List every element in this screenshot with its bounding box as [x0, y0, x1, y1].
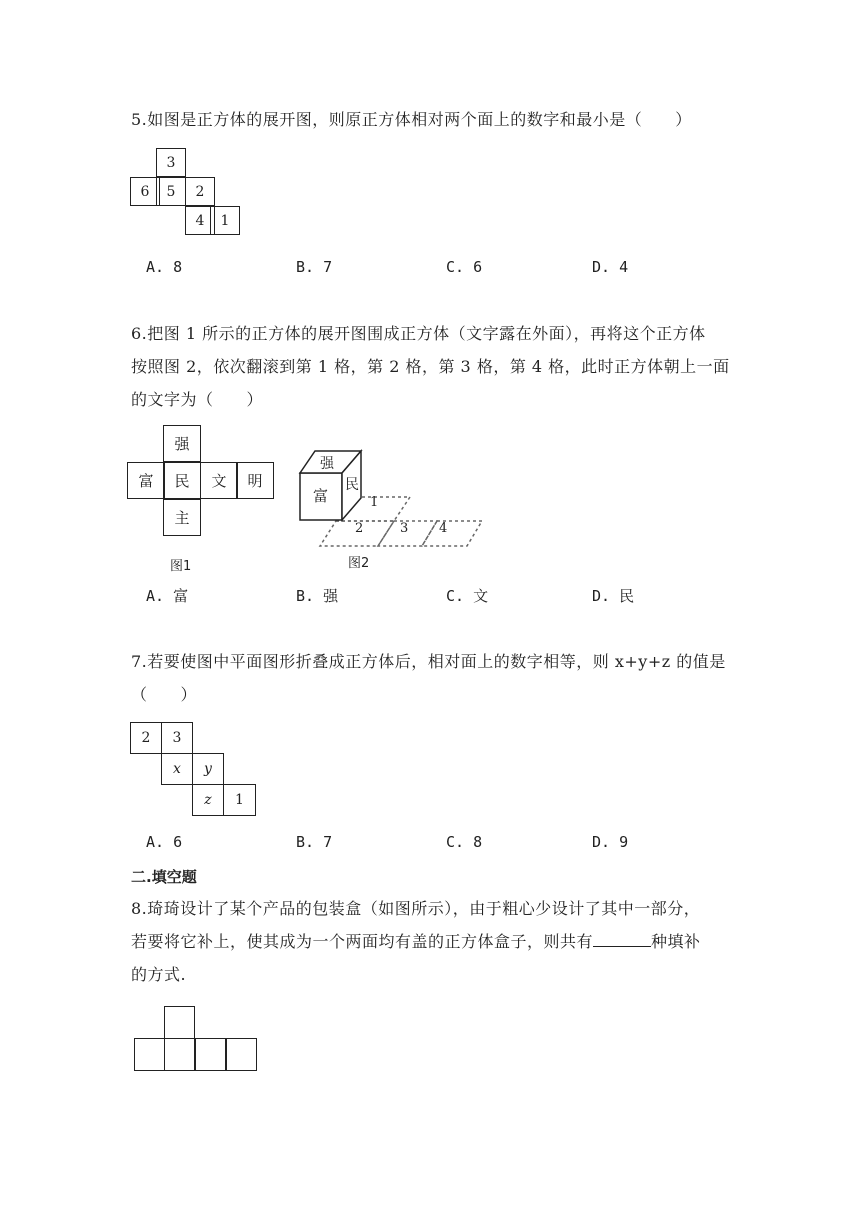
answer-blank[interactable]: [593, 932, 651, 947]
fig1-cell: 强: [163, 425, 201, 462]
q5-option-b[interactable]: B. 7: [296, 258, 333, 276]
q5-cell: 5: [156, 177, 186, 206]
q7-cell: z: [192, 784, 224, 816]
q7-cell: 1: [223, 784, 256, 816]
q7-line-2: （ ）: [131, 685, 198, 704]
q7-option-b[interactable]: B. 7: [296, 833, 333, 851]
q6-option-d[interactable]: D. 民: [592, 587, 635, 605]
q6-line-1: 6.把图 1 所示的正方体的展开图围成正方体（文字露在外面），再将这个正方体: [131, 324, 706, 343]
q5-text: 5.如图是正方体的展开图，则原正方体相对两个面上的数字和最小是（ ）: [131, 110, 692, 129]
fig1-cell: 民: [163, 462, 201, 499]
q7-cell: x: [161, 753, 193, 785]
fig1-caption: 图1: [170, 559, 192, 574]
q8-net-cell: [226, 1038, 257, 1071]
fig2-number: 3: [400, 521, 409, 536]
fig2-number: 1: [370, 495, 379, 510]
q8-net-cell: [164, 1006, 195, 1039]
fig1-cell: 文: [200, 462, 238, 499]
q6-line-2: 按照图 2，依次翻滚到第 1 格，第 2 格，第 3 格，第 4 格，此时正方体朝上一面: [131, 357, 730, 376]
fig2-top-face: 强: [320, 456, 334, 472]
fig2-caption: 图2: [348, 556, 370, 571]
q5-cell: 6: [130, 177, 160, 206]
q7-option-d[interactable]: D. 9: [592, 833, 629, 851]
q5-cell: 1: [210, 206, 240, 235]
q6-option-c[interactable]: C. 文: [446, 587, 489, 605]
fig1-cell: 富: [127, 462, 165, 499]
q5-cell: 2: [185, 177, 215, 206]
q5-cell: 4: [185, 206, 215, 235]
q8-net-cell: [134, 1038, 165, 1071]
fig1-cell: 明: [236, 462, 274, 499]
q5-option-d[interactable]: D. 4: [592, 258, 629, 276]
fig2-number: 4: [439, 521, 448, 536]
q7-line-1: 7.若要使图中平面图形折叠成正方体后，相对面上的数字相等，则 x+y+z 的值是: [131, 652, 726, 671]
q6-line-3: 的文字为（ ）: [131, 390, 264, 409]
q8-line-3: 的方式.: [131, 965, 187, 984]
q7-cell: 2: [130, 722, 162, 754]
fig2-side-face: 民: [345, 477, 359, 493]
q8-line-1: 8.琦琦设计了某个产品的包装盒（如图所示），由于粗心少设计了其中一部分，: [131, 899, 701, 918]
q5-option-a[interactable]: A. 8: [146, 258, 183, 276]
fig1-cell: 主: [163, 499, 201, 536]
fig2-number: 2: [355, 521, 364, 536]
q8-line-2: [131, 926, 731, 958]
q7-option-a[interactable]: A. 6: [146, 833, 183, 851]
q5-option-c[interactable]: C. 6: [446, 258, 483, 276]
q7-option-c[interactable]: C. 8: [446, 833, 483, 851]
q5-cell: 3: [156, 148, 186, 177]
fig2-front-face: 富: [313, 487, 329, 505]
section-heading: 二.填空题: [131, 868, 197, 886]
q8-net-cell: [195, 1038, 226, 1071]
q8-line-2-text: 若要将它补上，使其成为一个两面均有盖的正方体盒子，则共有: [131, 932, 594, 951]
q8-net-cell: [164, 1038, 195, 1071]
q7-cell: 3: [161, 722, 193, 754]
q6-option-a[interactable]: A. 富: [146, 587, 189, 605]
q7-cell: y: [192, 753, 224, 785]
q6-option-b[interactable]: B. 强: [296, 587, 339, 605]
q8-line-2-tail: 种填补: [651, 932, 701, 951]
